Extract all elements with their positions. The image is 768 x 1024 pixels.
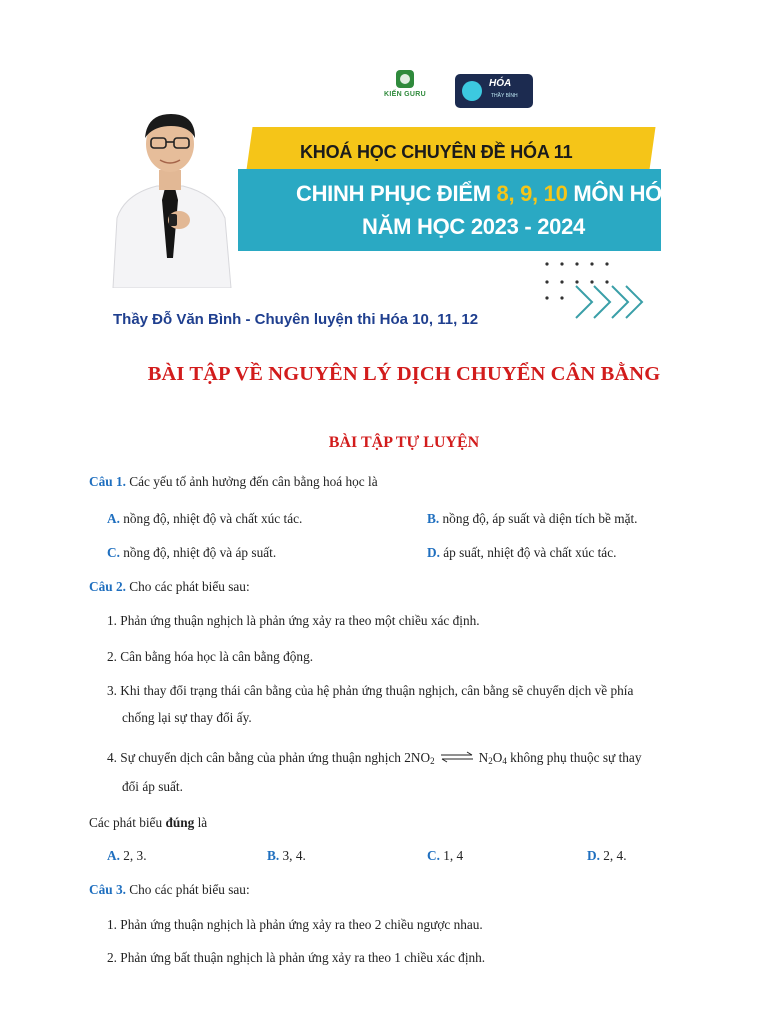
q2-option-a-text: 2, 3. bbox=[119, 848, 147, 863]
question-2-text: Cho các phát biểu sau: bbox=[125, 579, 250, 594]
hoa-logo-subtext: THẦY BÌNH bbox=[491, 93, 518, 99]
question-2-label: Câu 2. bbox=[89, 579, 126, 594]
question-3-text: Cho các phát biểu sau: bbox=[125, 882, 250, 897]
teacher-photo-icon bbox=[105, 108, 235, 288]
q2-s4-sub1: 2 bbox=[430, 756, 435, 766]
hoa-logo-text: HÓA bbox=[489, 78, 512, 89]
q2-option-c-text: 1, 4 bbox=[439, 848, 464, 863]
q2-statement-3-line1: 3. Khi thay đổi trạng thái cân bằng của hệ phản ứng thuận nghịch, cân bằng sẽ chuyển dịch về phía bbox=[107, 683, 634, 698]
question-3-stem bbox=[89, 882, 250, 898]
q2-option-b-text: 3, 4. bbox=[279, 848, 306, 863]
q2-s4-prefix: 4. Sự chuyển dịch cân bằng của phản ứng thuận nghịch 2NO bbox=[107, 750, 431, 765]
q1-option-c-text: nồng độ, nhiệt độ và áp suất. bbox=[119, 545, 277, 560]
q2-option-c-label: C. bbox=[427, 848, 440, 863]
decorative-chevrons-icon bbox=[574, 282, 644, 322]
equilibrium-arrow-icon bbox=[440, 751, 474, 763]
q2-option-d bbox=[587, 848, 627, 864]
document-title: BÀI TẬP VỀ NGUYÊN LÝ DỊCH CHUYỂN CÂN BẰNG bbox=[147, 363, 661, 385]
course-title: KHOÁ HỌC CHUYÊN ĐỀ HÓA 11 bbox=[300, 142, 573, 162]
hoa-logo bbox=[455, 74, 533, 108]
q1-option-b bbox=[427, 511, 638, 527]
question-1-stem bbox=[89, 474, 378, 490]
banner-headline-line1 bbox=[296, 181, 678, 207]
q3-statement-2: 2. Phản ứng bất thuận nghịch là phản ứng xảy ra theo 1 chiều xác định. bbox=[107, 950, 486, 965]
kienguru-logo-text: KIẾN GURU bbox=[384, 91, 426, 98]
q2-statement-1: 1. Phản ứng thuận nghịch là phản ứng xảy ra theo một chiều xác định. bbox=[107, 613, 480, 628]
question-3-label: Câu 3. bbox=[89, 882, 126, 897]
q2-prompt bbox=[89, 815, 207, 831]
q2-prompt-suffix: là bbox=[194, 815, 208, 830]
q2-option-a bbox=[107, 848, 147, 864]
kienguru-logo-icon bbox=[396, 70, 414, 88]
q2-s4-sub2: 2 bbox=[488, 756, 493, 766]
q2-s4-product-n: N bbox=[478, 750, 489, 765]
q2-option-b bbox=[267, 848, 306, 864]
q1-option-a-label: A. bbox=[107, 511, 120, 526]
teacher-caption: Thầy Đỗ Văn Bình - Chuyên luyện thi Hóa 10, 11, 12 bbox=[113, 311, 479, 328]
q2-s4-sub3: 4 bbox=[502, 756, 507, 766]
question-1-text: Các yếu tố ảnh hưởng đến cân bằng hoá học là bbox=[125, 474, 378, 489]
q1-option-c-label: C. bbox=[107, 545, 120, 560]
q1-option-d-label: D. bbox=[427, 545, 440, 560]
q2-statement-3-line2: chống lại sự thay đổi ấy. bbox=[122, 710, 252, 725]
q2-statement-2: 2. Cân bằng hóa học là cân bằng động. bbox=[107, 649, 314, 664]
headline-prefix: CHINH PHỤC ĐIỂM bbox=[296, 181, 497, 206]
banner-headline-line2: NĂM HỌC 2023 - 2024 bbox=[362, 214, 585, 239]
q2-option-c bbox=[427, 848, 463, 864]
q2-s4-suffix: không phụ thuộc sự thay bbox=[506, 750, 642, 765]
q2-prompt-bold: đúng bbox=[165, 815, 195, 830]
q2-option-d-label: D. bbox=[587, 848, 600, 863]
headline-suffix: MÔN HÓA bbox=[567, 181, 678, 206]
q2-prompt-prefix: Các phát biểu bbox=[89, 815, 166, 830]
q1-option-b-text: nồng độ, áp suất và diện tích bề mặt. bbox=[439, 511, 638, 526]
flask-icon bbox=[462, 81, 482, 101]
section-title: BÀI TẬP TỰ LUYỆN bbox=[328, 434, 480, 451]
q1-option-d-text: áp suất, nhiệt độ và chất xúc tác. bbox=[439, 545, 617, 560]
q2-s4-product-o: O bbox=[492, 750, 503, 765]
q2-option-d-text: 2, 4. bbox=[599, 848, 627, 863]
q2-statement-4-line2: đổi áp suất. bbox=[122, 779, 183, 794]
q2-option-a-label: A. bbox=[107, 848, 120, 863]
question-1-label: Câu 1. bbox=[89, 474, 126, 489]
question-2-stem bbox=[89, 579, 250, 595]
q1-option-a-text: nồng độ, nhiệt độ và chất xúc tác. bbox=[119, 511, 303, 526]
q1-option-d bbox=[427, 545, 616, 561]
kienguru-logo bbox=[380, 70, 430, 110]
q2-statement-4-line1 bbox=[107, 750, 641, 766]
headline-highlight: 8, 9, 10 bbox=[496, 181, 568, 206]
q2-option-b-label: B. bbox=[267, 848, 280, 863]
q1-option-b-label: B. bbox=[427, 511, 440, 526]
q1-option-c bbox=[107, 545, 276, 561]
q3-statement-1: 1. Phản ứng thuận nghịch là phản ứng xảy ra theo 2 chiều ngược nhau. bbox=[107, 917, 483, 932]
q1-option-a bbox=[107, 511, 302, 527]
